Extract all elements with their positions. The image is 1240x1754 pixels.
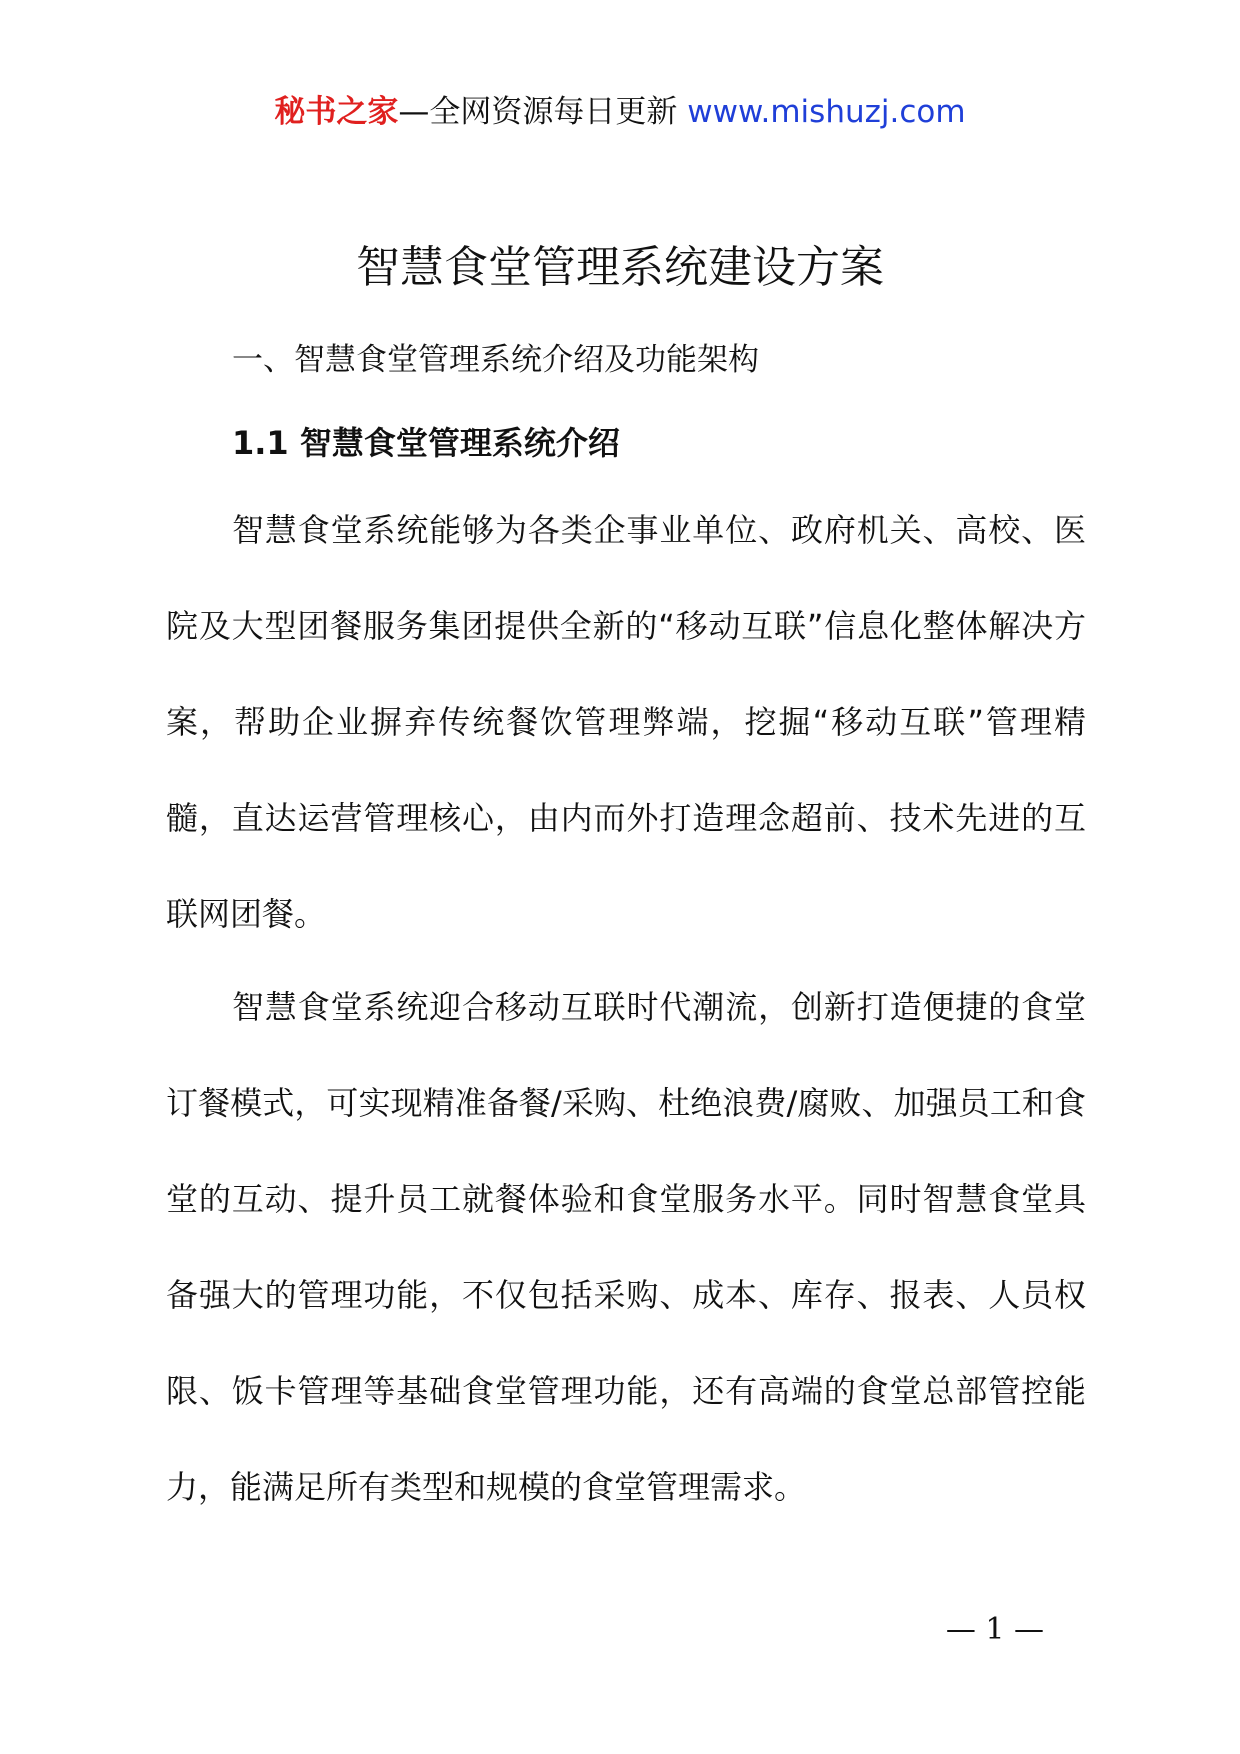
site-header	[0, 92, 1240, 132]
body-paragraph: 智慧食堂系统迎合移动互联时代潮流，创新打造便捷的食堂订餐模式，可实现精准备餐/采购、杜绝浪费/腐败、加强员工和食堂的互动、提升员工就餐体验和食堂服务水平。同时智慧食堂具备强大的管理功能，不仅包括采购、成本、库存、报表、人员权限、饭卡管理等基础食堂管理功能，还有高端的食堂总部管控能力，能满足所有类型和规模的食堂管理需求。	[166, 988, 1086, 1506]
site-url-link[interactable]: www.mishuzj.com	[687, 94, 966, 130]
body-paragraph: 智慧食堂系统能够为各类企事业单位、政府机关、高校、医院及大型团餐服务集团提供全新的“移动互联”信息化整体解决方案，帮助企业摒弃传统餐饮管理弊端，挖掘“移动互联”管理精髓，直达运营管理核心，由内而外打造理念超前、技术先进的互联网团餐。	[166, 511, 1086, 933]
site-slogan: —全网资源每日更新	[398, 94, 678, 130]
document-title: 智慧食堂管理系统建设方案	[356, 242, 884, 293]
site-brand: 秘书之家	[274, 94, 399, 130]
page-number: — 1 —	[945, 1612, 1044, 1647]
section-heading: 一、智慧食堂管理系统介绍及功能架构	[232, 342, 759, 378]
subsection-heading: 1.1 智慧食堂管理系统介绍	[232, 424, 620, 462]
